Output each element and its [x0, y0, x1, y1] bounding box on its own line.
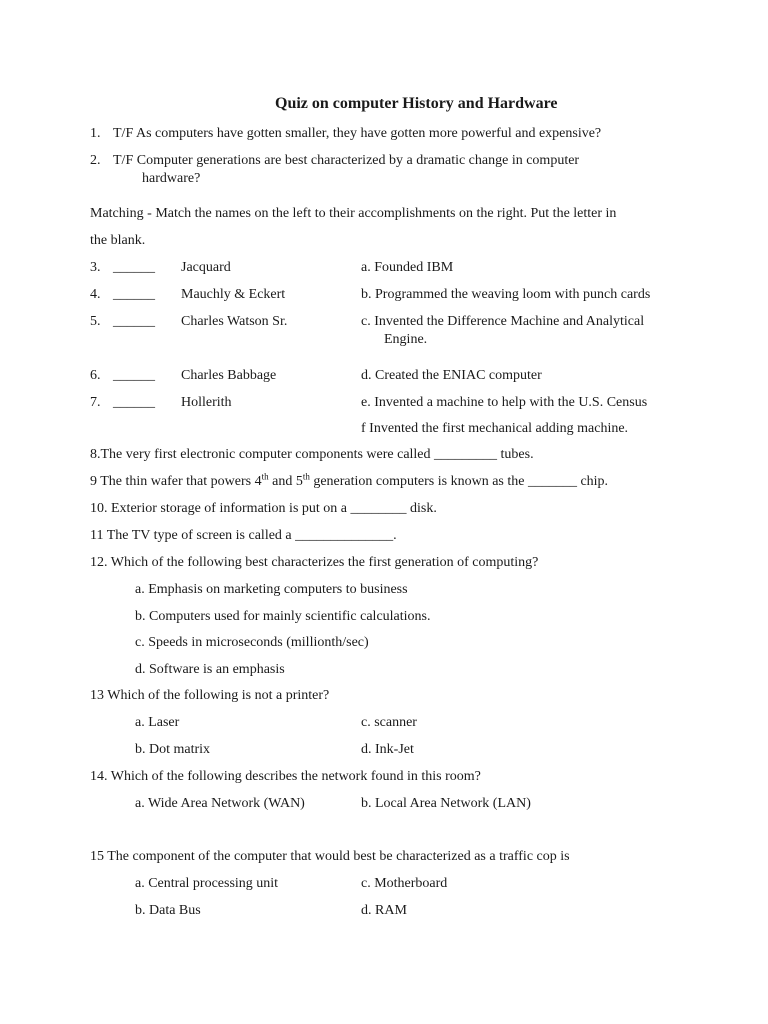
- match-option: d. Created the ENIAC computer: [361, 368, 542, 383]
- question-number: 7.: [90, 395, 101, 410]
- option-item: c. Motherboard: [361, 876, 448, 891]
- option-item: b. Local Area Network (LAN): [361, 796, 531, 811]
- question-9-part: generation computers is known as the _______ chip.: [309, 474, 609, 489]
- question-number: 5.: [90, 314, 101, 329]
- match-name: Jacquard: [181, 260, 231, 275]
- question-15-text: 15 The component of the computer that would best be characterized as a traffic cop is: [90, 849, 570, 864]
- superscript: th: [261, 471, 269, 482]
- match-option: b. Programmed the weaving loom with punch cards: [361, 287, 651, 302]
- option-item: a. Central processing unit: [135, 876, 279, 891]
- question-2-text: T/F Computer generations are best characterized by a dramatic change in computer: [113, 153, 580, 168]
- match-option: c. Invented the Difference Machine and Analytical: [361, 314, 645, 329]
- question-10-text: 10. Exterior storage of information is put on a ________ disk.: [90, 501, 437, 516]
- option-item: d. RAM: [361, 903, 407, 918]
- question-9-text: [90, 471, 609, 490]
- question-14-text: 14. Which of the following describes the network found in this room?: [90, 769, 481, 784]
- match-option: f Invented the first mechanical adding machine.: [361, 421, 629, 436]
- option-item: a. Laser: [135, 715, 180, 730]
- option-item: a. Emphasis on marketing computers to business: [135, 582, 408, 597]
- option-item: c. Speeds in microseconds (millionth/sec): [135, 635, 369, 650]
- question-11-text: 11 The TV type of screen is called a ______________.: [90, 528, 397, 543]
- match-name: Charles Babbage: [181, 368, 277, 383]
- question-1-text: T/F As computers have gotten smaller, they have gotten more powerful and expensive?: [113, 126, 602, 141]
- option-item: b. Computers used for mainly scientific calculations.: [135, 609, 431, 624]
- question-9-part: and 5: [268, 474, 303, 489]
- question-8-text: 8.The very first electronic computer components were called _________ tubes.: [90, 447, 534, 462]
- question-number: 1.: [90, 126, 101, 141]
- option-item: a. Wide Area Network (WAN): [135, 796, 305, 811]
- match-option-cont: Engine.: [384, 332, 428, 347]
- option-item: c. scanner: [361, 715, 417, 730]
- answer-blank: ______: [113, 368, 155, 383]
- match-name: Hollerith: [181, 395, 232, 410]
- answer-blank: ______: [113, 287, 155, 302]
- match-name: Charles Watson Sr.: [181, 314, 288, 329]
- superscript: th: [302, 471, 310, 482]
- match-option: e. Invented a machine to help with the U.S. Census: [361, 395, 648, 410]
- question-number: 6.: [90, 368, 101, 383]
- option-item: b. Dot matrix: [135, 742, 211, 757]
- answer-blank: ______: [113, 395, 155, 410]
- answer-blank: ______: [113, 260, 155, 275]
- question-2-text-cont: hardware?: [142, 171, 201, 186]
- match-name: Mauchly & Eckert: [181, 287, 286, 302]
- question-13-text: 13 Which of the following is not a printer?: [90, 688, 330, 703]
- matching-instructions: Matching - Match the names on the left to their accomplishments on the right. Put the letter in: [90, 206, 617, 221]
- option-item: d. Software is an emphasis: [135, 662, 285, 677]
- question-number: 4.: [90, 287, 101, 302]
- question-9-part: 9 The thin wafer that powers 4: [90, 474, 262, 489]
- question-12-text: 12. Which of the following best characterizes the first generation of computing?: [90, 555, 539, 570]
- answer-blank: ______: [113, 314, 155, 329]
- match-option: a. Founded IBM: [361, 260, 454, 275]
- question-number: 3.: [90, 260, 101, 275]
- option-item: d. Ink-Jet: [361, 742, 414, 757]
- matching-instructions-cont: the blank.: [90, 233, 146, 248]
- question-number: 2.: [90, 153, 101, 168]
- option-item: b. Data Bus: [135, 903, 201, 918]
- page-title: Quiz on computer History and Hardware: [275, 95, 558, 112]
